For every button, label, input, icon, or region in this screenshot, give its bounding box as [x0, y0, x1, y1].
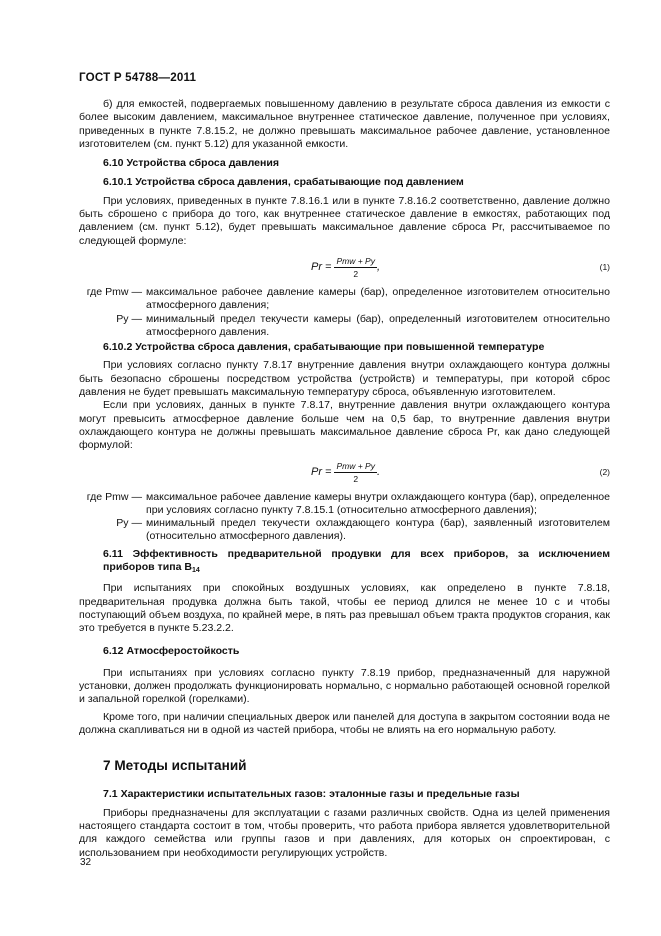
formula-1-lhs: Pr = — [311, 261, 332, 274]
paragraph-6-10-2a: При условиях согласно пункту 7.8.17 внутренние давления внутри охлаждающего контура должны быть безопасно сброшены посредством устройства (устройств) и температуры, при которой сброс давления не будет превышать максимальную температуру сброса, объявленную изготовителем. — [79, 359, 610, 399]
paragraph-6-11: При испытаниях при спокойных воздушных условиях, как определено в пункте 7.8.18, предварительная продувка должна быть такой, чтобы ее период длился не менее 10 с и чтобы поступающий объем воздуха, по крайней мере, в пять раз превышал объем тракта продуктов сгорания, как это требуется в пункте 5.23.2.2. — [79, 582, 610, 635]
definition-item — [79, 491, 610, 518]
definition-text: максимальное рабочее давление камеры внутри охлаждающего контура (бар), определенное при условиях согласно пункту 7.8.15.1 (относительно атмосферного давления); — [146, 490, 610, 516]
definitions-1 — [79, 286, 610, 339]
document-header: ГОСТ Р 54788—2011 — [79, 71, 197, 84]
paragraph-6-10-2b: Если при условиях, данных в пункте 7.8.17, внутренние давления внутри охлаждающего контура могут превысить атмосферное давление больше чем на 0,5 бар, то внутренние давления внутри охлаждающего контура не должны превышать максимальное давление сброса Pr, как дано следующей формулой: — [79, 399, 610, 452]
formula-1-trail: , — [376, 261, 381, 274]
heading-6-10-1: 6.10.1 Устройства сброса давления, срабатывающие под давлением — [103, 176, 464, 189]
definitions-2 — [79, 491, 610, 544]
heading-6-11-text: 6.11 Эффективность предварительной продувки для всех приборов, за исключением приборов типа B — [103, 547, 610, 574]
heading-6-10: 6.10 Устройства сброса давления — [103, 157, 280, 170]
page-number: 32 — [80, 857, 92, 868]
formula-2-trail: . — [376, 465, 381, 478]
definition-text: минимальный предел текучести камеры (бар), определенный изготовителем относительно атмосферного давления. — [146, 312, 610, 338]
paragraph-b: б) для емкостей, подвергаемых повышенному давлению в результате сброса давления из емкости с более высоким давлением, максимальное внутреннее статическое давление, полученное при условиях, приведенных в пункте 7.8.15.2, не должно превышать максимальное рабочее давление, установленное изготовителем (см. пункт 5.12) для указанной емкости. — [79, 98, 610, 150]
chapter-7-title: 7 Методы испытаний — [103, 758, 247, 774]
paragraph-7-1: Приборы предназначены для эксплуатации с газами различных свойств. Одна из целей применения настоящего стандарта состоит в том, чтобы проверить, что работа прибора является удовлетворительной для каждого семейства или группы газов и при давлениях, для которых он спроектирован, с использованием при необходимости регулирующих устройств. — [79, 806, 610, 859]
formula-1-denominator: 2 — [353, 269, 359, 280]
formula-2-numerator: Pmw + Py — [336, 461, 375, 472]
heading-7-1: 7.1 Характеристики испытательных газов: эталонные газы и предельные газы — [103, 787, 520, 800]
definition-item — [79, 286, 610, 313]
page-content — [79, 98, 610, 860]
paragraph-6-12a: При испытаниях при условиях согласно пункту 7.8.19 прибор, предназначенный для наружной установки, должен продолжать функционировать нормально, с нормально работающей основной горелкой и запальной горелкой (горелками). — [79, 666, 610, 706]
definition-text: минимальный предел текучести охлаждающего контура (бар), заявленный изготовителем (относительно атмосферного давления). — [146, 517, 610, 543]
heading-6-11-subscript: 14 — [191, 567, 200, 575]
formula-1-numerator: Pmw + Py — [336, 256, 375, 267]
definition-key: где Pmw — — [86, 285, 142, 298]
formula-2-number: (2) — [599, 466, 610, 477]
formula-2 — [79, 458, 610, 488]
paragraph-6-10-1: При условиях, приведенных в пункте 7.8.16.1 или в пункте 7.8.16.2 соответственно, давление должно быть сброшено с прибора до того, как внутреннее статическое давление в емкостях, работающих под давлением (см. пункт 5.12), будет превышать максимальное давление сброса Pr, рассчитываемое по следующей формуле: — [79, 194, 610, 247]
definition-item — [79, 313, 610, 340]
formula-1 — [79, 253, 610, 283]
formula-2-denominator: 2 — [353, 474, 359, 485]
definition-key: Py — — [116, 517, 142, 530]
definition-text: максимальное рабочее давление камеры (бар), определенное изготовителем относительно атмосферного давления; — [146, 285, 610, 312]
definition-key: где Pmw — — [86, 490, 142, 503]
heading-6-12: 6.12 Атмосферостойкость — [103, 644, 240, 657]
heading-6-11 — [79, 548, 610, 578]
definition-key: Py — — [116, 312, 142, 325]
formula-1-number: (1) — [599, 261, 610, 272]
paragraph-6-12b: Кроме того, при наличии специальных дверок или панелей для доступа в закрытом состоянии вода не должна скапливаться ни в одной из частей прибора, чтобы не влиять на его нормальную работу. — [79, 710, 610, 736]
heading-6-10-2: 6.10.2 Устройства сброса давления, срабатывающие при повышенной температуре — [103, 341, 545, 354]
formula-2-lhs: Pr = — [311, 465, 332, 478]
definition-item — [79, 517, 610, 544]
